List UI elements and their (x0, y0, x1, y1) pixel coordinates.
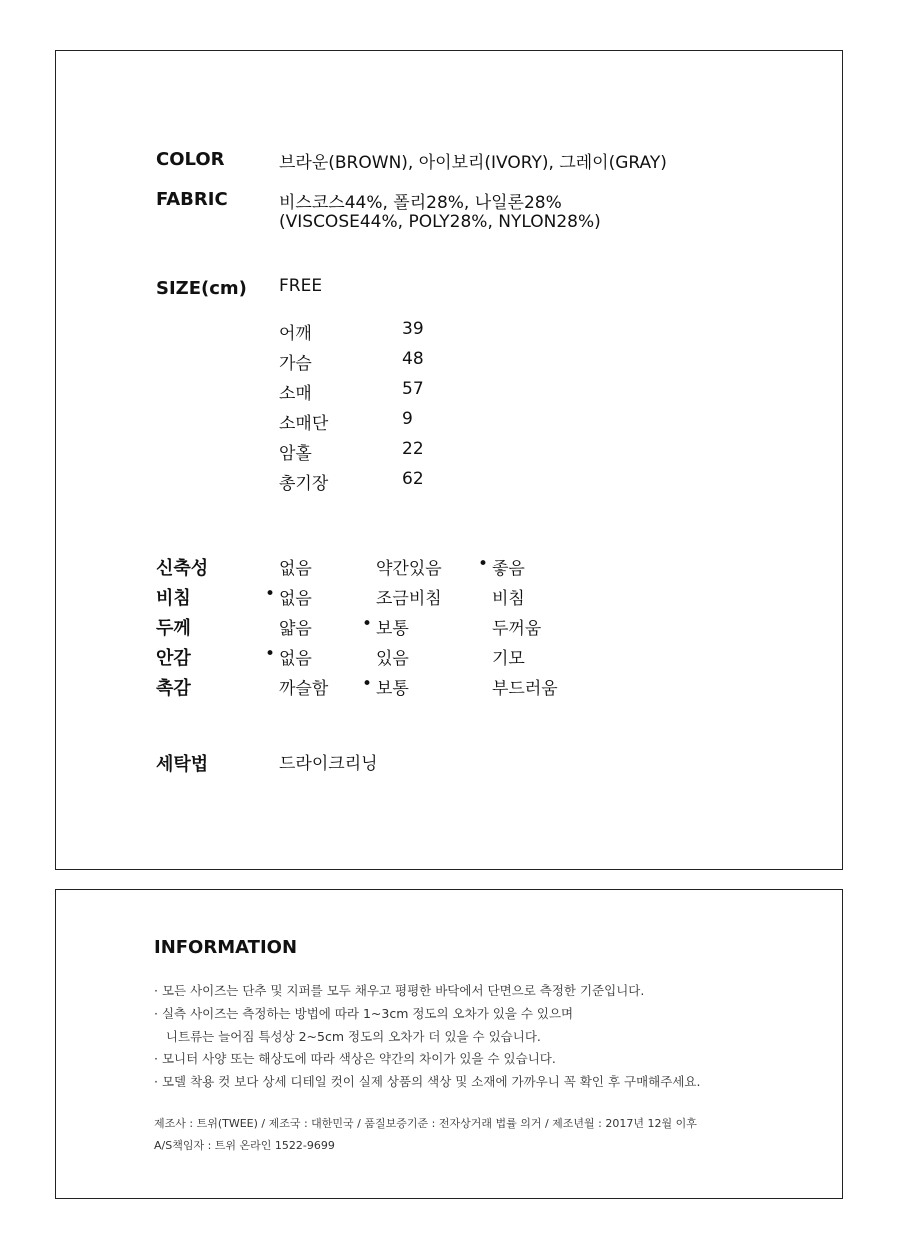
wash-value: 드라이크리닝 (279, 754, 378, 774)
property-option-label: 비침 (492, 589, 525, 609)
measurement-name: 소매 (279, 384, 312, 404)
property-option-label: 두꺼움 (492, 619, 542, 639)
property-option-label: 보통 (376, 619, 409, 639)
property-label: 두께 (156, 618, 191, 639)
property-option (492, 584, 525, 609)
info-line: · 모델 착용 컷 보다 상세 디테일 컷이 실제 상품의 색상 및 소재에 가까우니 꼭 확인 후 구매해주세요. (154, 1074, 701, 1089)
manufacturer-info: 제조사 : 트위(TWEE) / 제조국 : 대한민국 / 품질보증기준 : 전자상거래 법률 의거 / 제조년월 : 2017년 12월 이후 (154, 1117, 697, 1130)
fabric-value-english: (VISCOSE44%, POLY28%, NYLON28%) (279, 212, 601, 232)
fabric-label: FABRIC (156, 189, 228, 210)
property-option-label: 좋음 (492, 559, 525, 579)
property-option-label: 까슬함 (279, 679, 329, 699)
selected-bullet-icon: • (265, 584, 276, 604)
property-option (376, 644, 409, 669)
measurement-value: 62 (402, 469, 424, 489)
property-option (362, 674, 409, 699)
property-option (265, 644, 312, 669)
property-option-label: 조금비침 (376, 589, 442, 609)
property-label: 비침 (156, 588, 191, 609)
property-option-label: 없음 (279, 649, 312, 669)
selected-bullet-icon: • (362, 674, 373, 694)
information-panel (55, 889, 843, 1199)
property-option (376, 584, 442, 609)
property-option-label: 약간있음 (376, 559, 442, 579)
measurement-name: 총기장 (279, 474, 329, 494)
measurement-name: 가슴 (279, 354, 312, 374)
property-option-label: 보통 (376, 679, 409, 699)
wash-label: 세탁법 (156, 754, 209, 775)
property-option (279, 674, 328, 699)
property-option-label: 없음 (279, 559, 312, 579)
property-option (492, 674, 558, 699)
info-line: · 모든 사이즈는 단추 및 지퍼를 모두 채우고 평평한 바닥에서 단면으로 측정한 기준입니다. (154, 983, 645, 998)
size-label: SIZE(cm) (156, 278, 247, 299)
property-option (492, 644, 525, 669)
measurement-value: 22 (402, 439, 424, 459)
information-title: INFORMATION (154, 937, 298, 958)
property-option-label: 없음 (279, 589, 312, 609)
property-option-label: 얇음 (279, 619, 312, 639)
after-service-info: A/S책임자 : 트위 온라인 1522-9699 (154, 1139, 335, 1152)
measurement-value: 57 (402, 379, 424, 399)
color-value: 브라운(BROWN), 아이보리(IVORY), 그레이(GRAY) (279, 153, 667, 173)
measurement-name: 어깨 (279, 324, 312, 344)
property-option-label: 있음 (376, 649, 409, 669)
property-option (279, 554, 312, 579)
property-option (362, 614, 409, 639)
info-line: 니트류는 늘어짐 특성상 2~5cm 정도의 오차가 더 있을 수 있습니다. (154, 1029, 541, 1044)
property-label: 신축성 (156, 558, 209, 579)
property-option (265, 584, 312, 609)
selected-bullet-icon: • (265, 644, 276, 664)
property-option-label: 기모 (492, 649, 525, 669)
property-option (478, 554, 525, 579)
selected-bullet-icon: • (362, 614, 373, 634)
info-line: · 모니터 사양 또는 해상도에 따라 색상은 약간의 차이가 있을 수 있습니다. (154, 1051, 556, 1066)
size-value: FREE (279, 276, 323, 296)
info-line: · 실측 사이즈는 측정하는 방법에 따라 1~3cm 정도의 오차가 있을 수 있으며 (154, 1006, 574, 1021)
property-option-label: 부드러움 (492, 679, 558, 699)
property-option (376, 554, 442, 579)
fabric-value-korean: 비스코스44%, 폴리28%, 나일론28% (279, 193, 562, 213)
measurement-value: 48 (402, 349, 424, 369)
measurement-name: 암홀 (279, 444, 312, 464)
property-label: 촉감 (156, 678, 191, 699)
measurement-name: 소매단 (279, 414, 329, 434)
product-spec-panel (55, 50, 843, 870)
property-option (492, 614, 541, 639)
measurement-value: 9 (402, 409, 413, 429)
color-label: COLOR (156, 149, 225, 170)
property-option (279, 614, 312, 639)
selected-bullet-icon: • (478, 554, 489, 574)
measurement-value: 39 (402, 319, 424, 339)
property-label: 안감 (156, 648, 191, 669)
